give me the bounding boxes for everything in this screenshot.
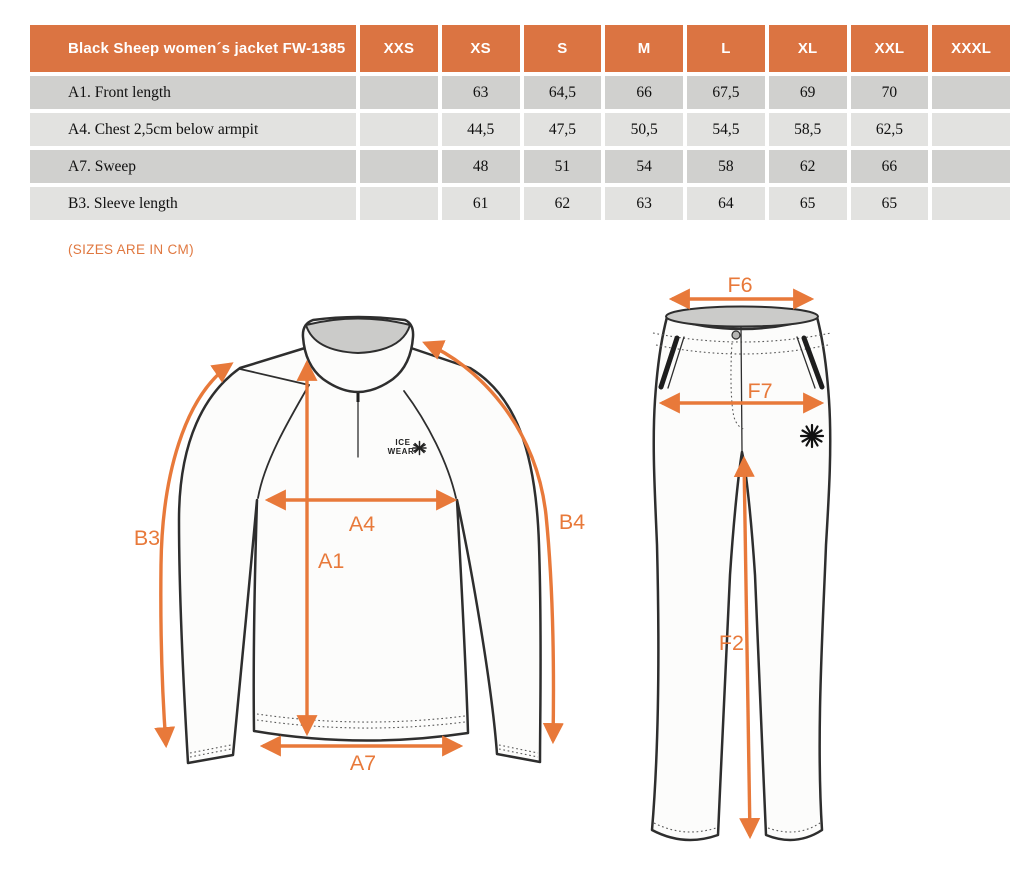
garment-measurement-diagram — [0, 265, 1032, 887]
table-title: Black Sheep women´s jacket FW-1385 — [30, 25, 356, 72]
row-label: A1. Front length — [30, 76, 356, 109]
value-cell: 62,5 — [851, 113, 929, 146]
dim-label-a1: A1 — [318, 549, 345, 573]
value-cell: 70 — [851, 76, 929, 109]
value-cell: 48 — [442, 150, 520, 183]
value-cell — [932, 187, 1010, 220]
row-label: B3. Sleeve length — [30, 187, 356, 220]
value-cell: 69 — [769, 76, 847, 109]
value-cell: 66 — [851, 150, 929, 183]
value-cell — [360, 187, 438, 220]
value-cell: 51 — [524, 150, 602, 183]
pants-button — [732, 331, 740, 339]
size-col-header-xxxl: XXXL — [932, 25, 1010, 72]
value-cell — [932, 113, 1010, 146]
value-cell: 47,5 — [524, 113, 602, 146]
value-cell: 63 — [442, 76, 520, 109]
value-cell: 66 — [605, 76, 683, 109]
value-cell — [360, 113, 438, 146]
value-cell: 58 — [687, 150, 765, 183]
value-cell: 61 — [442, 187, 520, 220]
dim-label-a4: A4 — [348, 512, 376, 536]
row-label: A7. Sweep — [30, 150, 356, 183]
snowflake-icon — [413, 442, 426, 455]
value-cell: 62 — [769, 150, 847, 183]
value-cell: 50,5 — [605, 113, 683, 146]
value-cell — [932, 76, 1010, 109]
pants-waist-opening — [666, 307, 818, 327]
row-label: A4. Chest 2,5cm below armpit — [30, 113, 356, 146]
value-cell — [360, 76, 438, 109]
icewear-logo-text-line1: ICE — [395, 438, 411, 447]
dim-label-f7: F7 — [747, 379, 773, 403]
value-cell: 62 — [524, 187, 602, 220]
dim-label-b4: B4 — [558, 510, 586, 534]
pants-drawing — [652, 273, 831, 840]
size-col-header-xxl: XXL — [851, 25, 929, 72]
value-cell — [360, 150, 438, 183]
value-cell: 58,5 — [769, 113, 847, 146]
value-cell: 64 — [687, 187, 765, 220]
size-col-header-xs: XS — [442, 25, 520, 72]
value-cell: 54,5 — [687, 113, 765, 146]
value-cell: 44,5 — [442, 113, 520, 146]
size-col-header-m: M — [605, 25, 683, 72]
size-col-header-xxs: XXS — [360, 25, 438, 72]
sizes-in-cm-note: (SIZES ARE IN CM) — [68, 242, 194, 257]
value-cell: 67,5 — [687, 76, 765, 109]
dim-label-b3: B3 — [133, 526, 161, 550]
dim-label-a7: A7 — [349, 751, 377, 775]
value-cell: 63 — [605, 187, 683, 220]
dim-label-f2: F2 — [718, 631, 744, 655]
icewear-logo-text-line2: WEAR — [387, 447, 415, 456]
size-col-header-s: S — [524, 25, 602, 72]
size-col-header-l: L — [687, 25, 765, 72]
value-cell — [932, 150, 1010, 183]
dim-label-f6: F6 — [727, 273, 753, 297]
value-cell: 64,5 — [524, 76, 602, 109]
size-table — [30, 25, 1010, 220]
value-cell: 65 — [769, 187, 847, 220]
size-col-header-xl: XL — [769, 25, 847, 72]
value-cell: 65 — [851, 187, 929, 220]
value-cell: 54 — [605, 150, 683, 183]
f2-arrow — [744, 459, 750, 836]
jacket-drawing — [134, 317, 585, 775]
